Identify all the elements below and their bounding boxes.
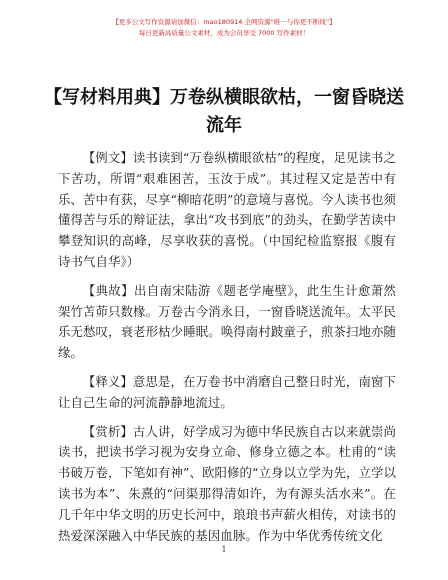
document-body [58,148,396,554]
paragraph-allusion: 【典故】出自南宋陆游《题老学庵壁》，此生生计愈萧然架竹苫茆只数椽。万卷古今消永日，一窗昏晓送流年。太平民乐无愁叹，衰老形枯少睡眠。唤得南村跛童子，煎茶扫地亦随缘。 [58,282,396,361]
paragraph-meaning: 【释义】意思是，在万卷书中消磨自己整日时光，南窗下让自己生命的河流静静地流过。 [58,373,396,410]
promo-banner-line-1: 【更多公文写作资源请加微信：mao180914 全网资源“唯一与你更不断线”】 [112,18,336,26]
paragraph-example: 【例文】读书读到“万卷纵横眼欲枯”的程度，足见读书之下苦功，所谓“艰难困苦，玉汝于成”。其过程又定是苦中有乐、苦中有获，尽享“柳暗花明”的意境与喜悦。今人读书也须懂得苦与乐的辩证法，拿出“攻书到底”的劲头，在勤学苦读中攀登知识的高峰，尽享收获的喜悦。（中国纪检监察报《腹有诗书气自华》） [58,150,396,269]
page-number: 1 [221,545,227,554]
promo-banner-line-2: 每日更新高质量公文素材，成为会员享受 7000 写作素材！ [138,29,310,37]
paragraph-appreciation: 【赏析】古人讲，好学成习为德中华民族自古以来就崇尚读书，把读书学习视为安身立命、修身立德之本。杜甫的“读书破万卷，下笔如有神”、欧阳修的“立身以立学为先，立学以读书为本”、朱熹的“问渠那得清如许，为有源头活水来”。在几千年中华文明的历史长河中，琅琅书声薪火相传，对读书的热爱深深融入中华民族的基因血脉。作为中华优秀传统文化 [58,423,396,543]
document-title: 【写材料用典】万卷纵横眼欲枯，一窗昏晓送流年 [44,87,404,136]
